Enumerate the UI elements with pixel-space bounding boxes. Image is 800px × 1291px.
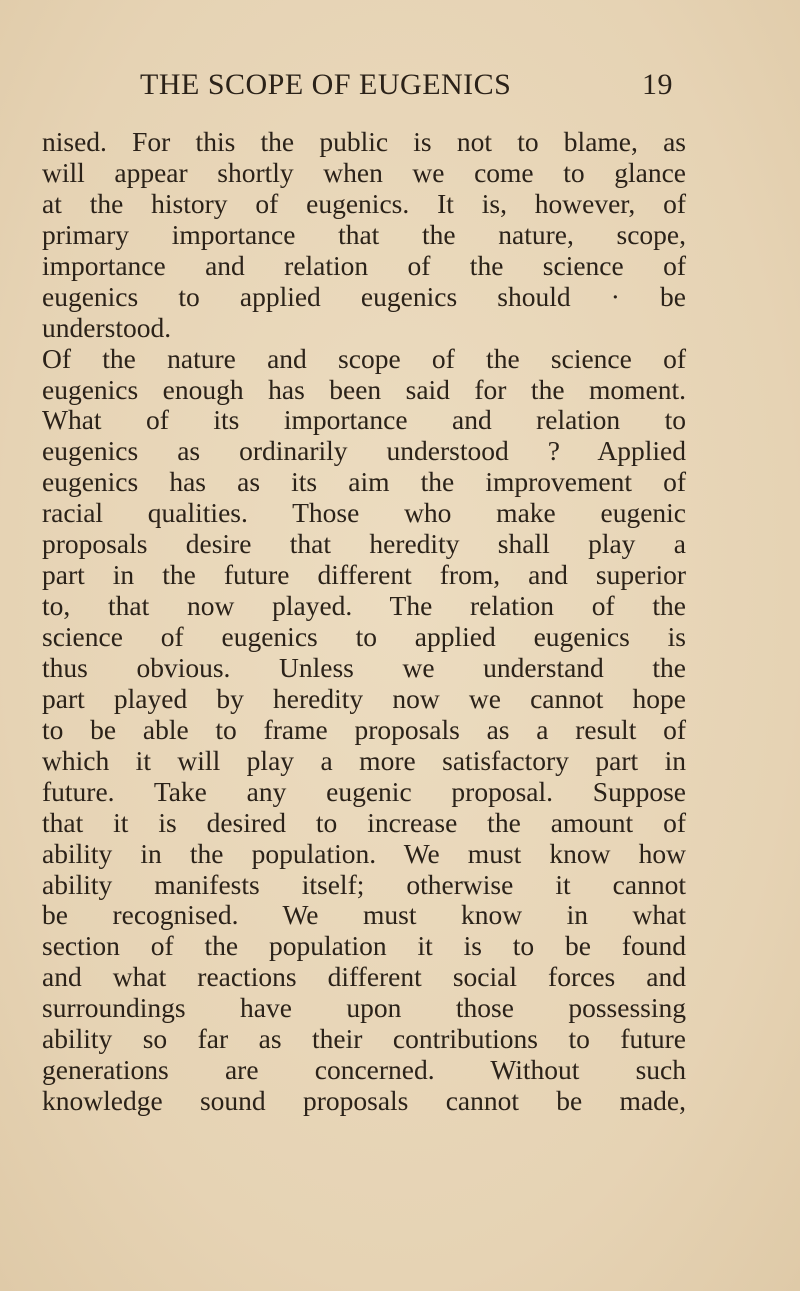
body-text: [42, 127, 686, 1117]
text-line: thus obvious. Unless we understand the: [42, 651, 686, 683]
text-line: understood.: [42, 311, 172, 343]
text-line: ability manifests itself; otherwise it cannot: [42, 868, 686, 900]
text-line: What of its importance and relation to: [42, 404, 686, 436]
text-line: eugenics as ordinarily understood ? Applied: [42, 435, 686, 467]
text-line: to be able to frame proposals as a result of: [42, 713, 686, 745]
text-line: eugenics to applied eugenics should · be: [42, 280, 686, 312]
page-number: 19: [642, 68, 673, 101]
text-line: knowledge sound proposals cannot be made,: [42, 1085, 686, 1117]
text-line: eugenics has as its aim the improvement of: [42, 466, 686, 498]
text-line: be recognised. We must know in what: [42, 899, 686, 931]
text-line: proposals desire that heredity shall play a: [42, 528, 686, 560]
text-line: that it is desired to increase the amount of: [42, 806, 686, 838]
text-line: ability so far as their contributions to future: [42, 1023, 686, 1055]
text-line: future. Take any eugenic proposal. Suppose: [42, 775, 686, 807]
text-line: generations are concerned. Without such: [42, 1054, 686, 1086]
text-line: will appear shortly when we come to glance: [42, 156, 686, 188]
text-line: surroundings have upon those possessing: [42, 992, 686, 1024]
running-head: [140, 68, 673, 108]
text-line: and what reactions different social forces and: [42, 961, 686, 993]
text-line: nised. For this the public is not to blame, as: [42, 126, 686, 157]
text-line: to, that now played. The relation of the: [42, 590, 686, 622]
text-line: importance and relation of the science of: [42, 249, 686, 281]
text-line: section of the population it is to be found: [42, 930, 686, 962]
text-line: racial qualities. Those who make eugenic: [42, 497, 686, 529]
text-line: eugenics enough has been said for the moment.: [42, 373, 686, 405]
text-line: part played by heredity now we cannot hope: [42, 682, 686, 714]
running-title: THE SCOPE OF EUGENICS: [140, 68, 512, 101]
text-line: ability in the population. We must know how: [42, 837, 686, 869]
text-line: primary importance that the nature, scope,: [42, 218, 686, 250]
text-line: Of the nature and scope of the science of: [42, 342, 686, 374]
text-line: which it will play a more satisfactory part in: [42, 744, 686, 776]
text-line: at the history of eugenics. It is, however, of: [42, 187, 686, 219]
text-line: science of eugenics to applied eugenics is: [42, 621, 686, 652]
text-line: part in the future different from, and superior: [42, 559, 686, 591]
